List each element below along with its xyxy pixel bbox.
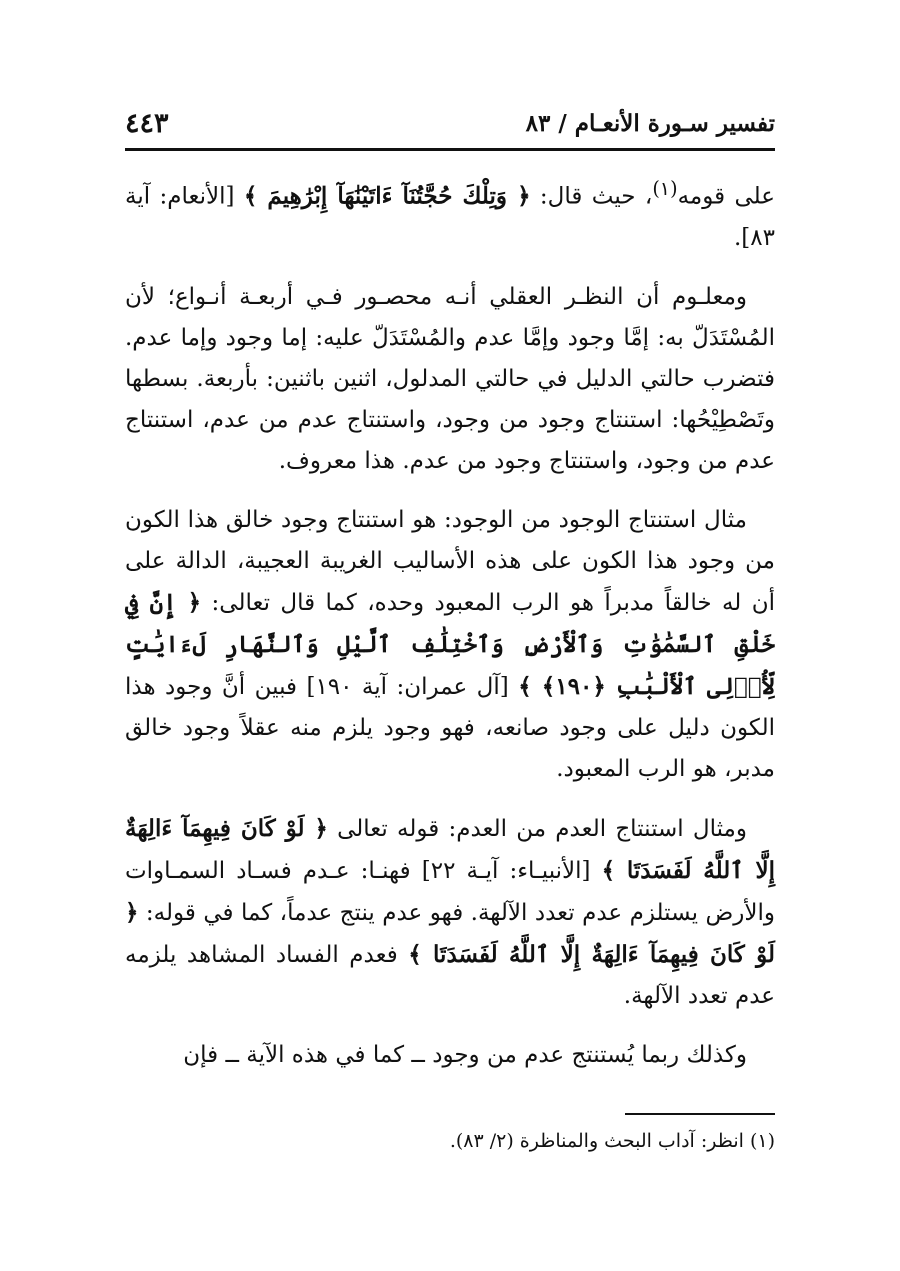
- paragraph-4-text-3: فعدم الفساد المشاهد يلزمه عدم تعدد الآلهة.: [125, 941, 775, 1009]
- quran-verse: ﴿ إِنَّ فِي خَلْقِ ٱلسَّمَٰوَٰتِ وَٱلْأَرْضِ وَٱخْتِلَٰفِ ٱلَّيْلِ وَٱلنَّهَارِ لَءَايَٰتٍ لِّأُو۟لِى ٱلْأَلْبَٰبِ ﴿١٩٠﴾ ﴾: [125, 588, 775, 700]
- paragraph-4: [125, 808, 775, 1017]
- header-title: تفسير سـورة الأنعـام / ٨٣: [525, 110, 775, 137]
- paragraph-1: [125, 168, 775, 259]
- main-text: [125, 168, 775, 1094]
- footnote-reference: (١): [652, 177, 678, 200]
- paragraph-5-text: وكذلك ربما يُستنتج عدم من وجود ــ كما في هذه الآية ــ فإن: [183, 1041, 747, 1068]
- paragraph-3-text: مثال استنتاج الوجود من الوجود: هو استنتاج وجود خالق هذا الكون من وجود هذا الكون على هذه الأساليب الغريبة العجيبة، الدالة على أن له خالقاً مدبراً هو الرب المعبود وحده، كما قال تعالى:: [125, 506, 775, 616]
- running-header: [125, 108, 775, 151]
- quran-verse: ﴿ وَتِلْكَ حُجَّتُنَآ ءَاتَيْنَٰهَآ إِبْرَٰهِيمَ ﴾: [243, 182, 531, 210]
- paragraph-3-text-2: [آل عمران: آية ١٩٠] فبين أنَّ وجود هذا الكون دليل على وجود صانعه، فهو وجود يلزم منه عقلاً وجود خالق مدبر، هو الرب المعبود.: [125, 673, 775, 782]
- paragraph-1-text-2: ، حيث قال:: [530, 183, 653, 210]
- paragraph-4-text-2: [الأنبيـاء: آيـة ٢٢] فهنـا: عـدم فسـاد السمـاوات والأرض يستلزم عدم تعدد الآلهة. فهو عدم ينتج عدماً، كما في قوله:: [125, 857, 775, 926]
- paragraph-5: [125, 1035, 775, 1076]
- quran-verse: ﴿ لَوْ كَانَ فِيهِمَآ ءَالِهَةٌ إِلَّا ٱللَّهُ لَفَسَدَتَا ﴾: [125, 814, 776, 884]
- verse-citation: [الأنعام: آية ٨٣].: [125, 183, 775, 251]
- paragraph-1-text: على قومه: [677, 183, 775, 210]
- paragraph-3: [125, 500, 775, 790]
- paragraph-2-text: ومعلـوم أن النظـر العقلي أنـه محصـور فـي أربعـة أنـواع؛ لأن المُسْتَدَلّ به: إمَّا وجود وإمَّا عدم والمُسْتَدَلّ عليه: إما وجود وإما عدم. فتضرب حالتي الدليل في حالتي المدلول، اثنين باثنين: بأربعة. بسطها وتَصْطِيْحُها: استنتاج وجود من وجود، واستنتاج عدم من عدم، استنتاج عدم من وجود، واستنتاج وجود من عدم. هذا معروف.: [125, 283, 775, 474]
- paragraph-2: [125, 277, 775, 482]
- page-number: ٤٤٣: [125, 108, 169, 139]
- paragraph-4-text: ومثال استنتاج العدم من العدم: قوله تعالى: [327, 815, 747, 842]
- quran-verse-repeat: ﴿ لَوْ كَانَ فِيهِمَآ ءَالِهَةٌ إِلَّا ٱللَّهُ لَفَسَدَتَا ﴾: [125, 898, 775, 968]
- footnote: [125, 1127, 775, 1155]
- footnote-text: (١) انظر: آداب البحث والمناظرة (٢/ ٨٣).: [449, 1130, 775, 1152]
- footnote-divider: [625, 1113, 775, 1115]
